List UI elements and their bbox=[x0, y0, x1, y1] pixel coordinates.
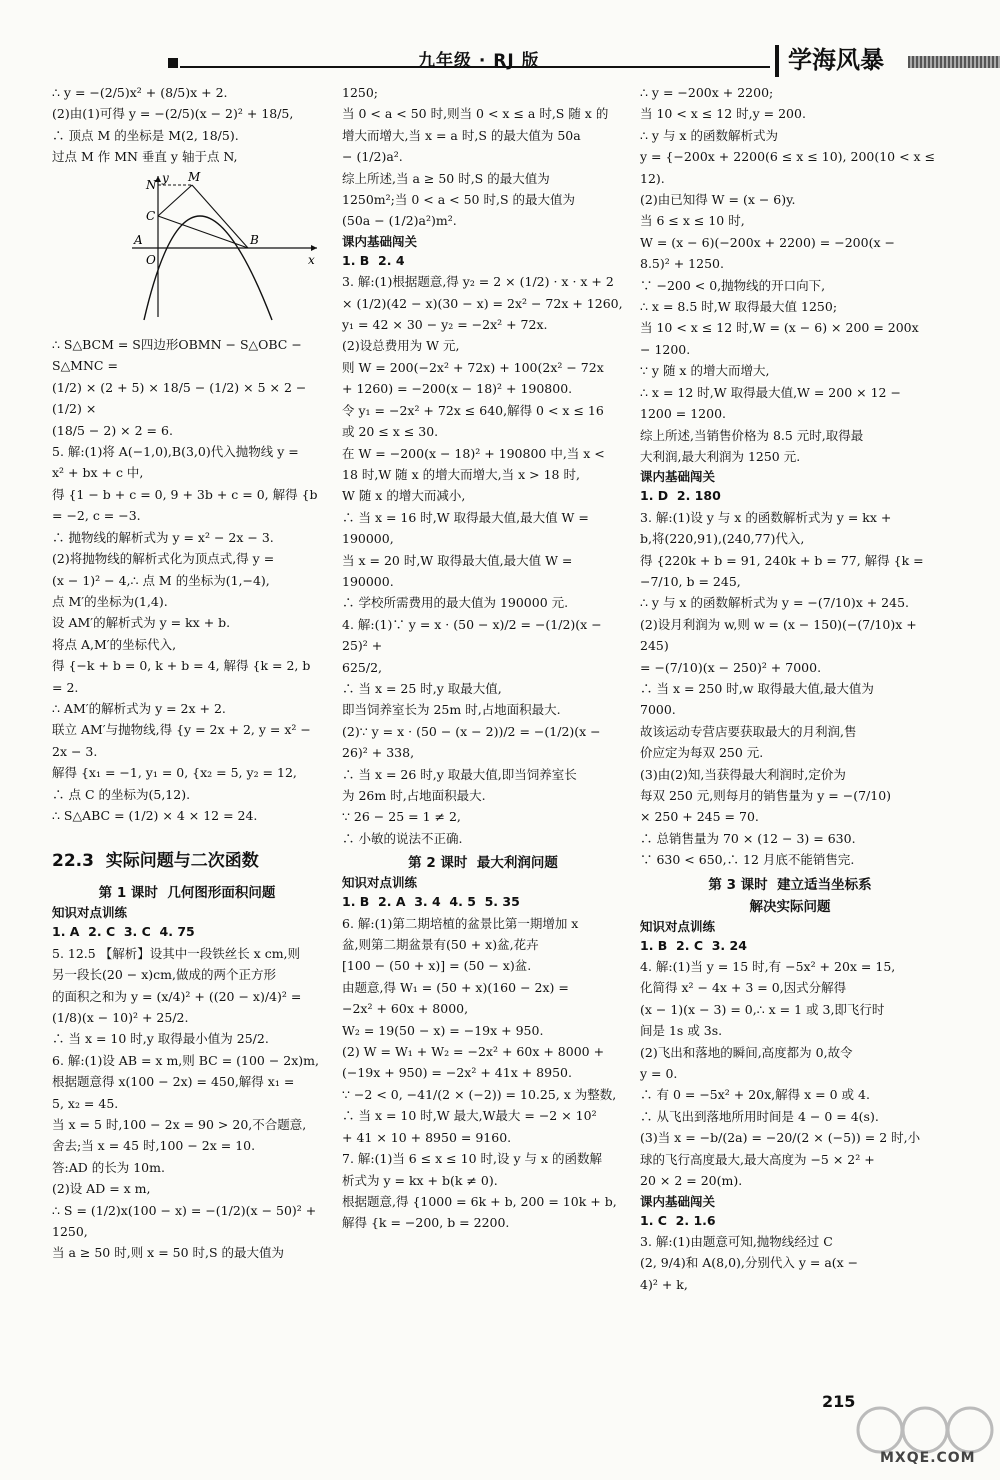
text-line: (2)∵ y = x · (50 − (x − 2))/2 = −(1/2)(x − bbox=[342, 723, 601, 739]
text-line: 每双 250 元,则每月的销售量为 y = −(7/10) bbox=[640, 788, 892, 803]
text-line: 过点 M 作 MN 垂直 y 轴于点 N, bbox=[52, 149, 238, 165]
text-line: [100 − (50 + x)] = (50 − x)盆. bbox=[342, 958, 532, 974]
text-line: 1200 = 1200. bbox=[640, 406, 727, 422]
text-line: 1. A 2. C 3. C 4. 75 bbox=[52, 924, 195, 940]
text-line: (2)设月利润为 w,则 w = (x − 150)(−(7/10)x + 245) bbox=[640, 616, 921, 654]
text-line: 1. D 2. 180 bbox=[640, 488, 721, 504]
text-line: (50a − (1/2)a²)m². bbox=[342, 213, 457, 229]
text-line: 或 20 ≤ x ≤ 30. bbox=[342, 424, 439, 440]
text-line: y = 0. bbox=[640, 1066, 678, 1082]
text-line: ∵ −200 < 0,抛物线的开口向下, bbox=[640, 277, 826, 293]
text-line: 令 y₁ = −2x² + 72x ≤ 640,解得 0 < x ≤ 16 bbox=[342, 402, 604, 418]
header-brand-logo: 学海风暴 bbox=[788, 46, 884, 74]
text-line: = −(7/10)(x − 250)² + 7000. bbox=[640, 659, 822, 675]
text-line: (2)飞出和落地的瞬间,高度都为 0,故令 bbox=[640, 1044, 853, 1060]
text-line: 18 时,W 随 x 的增大而增大,当 x > 18 时, bbox=[342, 466, 580, 482]
column-middle bbox=[342, 82, 624, 1234]
text-line: 当 x = 20 时,W 取得最大值,最大值 W = bbox=[342, 552, 573, 568]
header-grade: 九年级 · RJ 版 bbox=[418, 51, 540, 71]
text-line: ∴ 总销售量为 70 × (12 − 3) = 630. bbox=[640, 830, 856, 846]
text-line: 22.3 实际问题与二次函数 bbox=[52, 851, 259, 872]
text-line: ∴ 抛物线的解析式为 y = x² − 2x − 3. bbox=[52, 529, 274, 545]
text-line: (2) W = W₁ + W₂ = −2x² + 60x + 8000 + bbox=[342, 1044, 605, 1060]
text-line: (2)设总费用为 W 元, bbox=[342, 338, 460, 354]
text-line: 课内基础闯关 bbox=[342, 233, 418, 249]
text-line: ∵ 26 − 25 = 1 ≠ 2, bbox=[342, 809, 461, 825]
page-header bbox=[0, 0, 1000, 80]
text-line: + 41 × 10 + 8950 = 9160. bbox=[342, 1129, 512, 1145]
text-line: ∵ 630 < 650,∴ 12 月底不能销售完. bbox=[640, 852, 855, 868]
text-line: 4. 解:(1)∵ y = x · (50 − x)/2 = −(1/2)(x − 25)² + bbox=[342, 616, 606, 654]
text-line: ∴ x = 12 时,W 取得最大值,W = 200 × 12 − bbox=[640, 384, 901, 400]
text-line: 3. 解:(1)根据题意,得 y₂ = 2 × (1/2) · x · x + 2 bbox=[342, 274, 614, 290]
text-line: 1. B 2. A 3. 4 4. 5 5. 35 bbox=[342, 894, 520, 910]
text-line: 得 {−k + b = 0, k + b = 4, 解得 {k = 2, b = 2. bbox=[52, 658, 315, 695]
text-line: ∴ x = 8.5 时,W 取得最大值 1250; bbox=[640, 299, 838, 315]
text-line: y = {−200x + 2200(6 ≤ x ≤ 10), 200(10 < x ≤ 12). bbox=[640, 149, 940, 186]
text-line: W = (x − 6)(−200x + 2200) = −200(x − bbox=[640, 234, 895, 250]
text-line: (2)设 AD = x m, bbox=[52, 1181, 151, 1197]
text-line: 5. 解:(1)将 A(−1,0),B(3,0)代入抛物线 y = bbox=[52, 444, 299, 460]
label-a: A bbox=[134, 232, 143, 247]
text-line: 7. 解:(1)当 6 ≤ x ≤ 10 时,设 y 与 x 的函数解 bbox=[342, 1151, 602, 1167]
text-line: ∵ −2 < 0, −41/(2 × (−2)) = 10.25, x 为整数, bbox=[342, 1086, 617, 1102]
text-line: 由题意,得 W₁ = (50 + x)(160 − 2x) = bbox=[342, 979, 569, 995]
text-line: 解决实际问题 bbox=[749, 898, 831, 915]
text-line: 5, x₂ = 45. bbox=[52, 1095, 119, 1111]
text-line: + 1260) = −200(x − 18)² + 190800. bbox=[342, 381, 573, 397]
text-line: 4)² + k, bbox=[640, 1276, 688, 1292]
page-number: 215 bbox=[822, 1392, 856, 1411]
text-line: ∴ 当 x = 250 时,w 取得最大值,最大值为 bbox=[640, 680, 874, 696]
text-line: 3. 解:(1)由题意可知,抛物线经过 C bbox=[640, 1233, 833, 1249]
text-line: 球的飞行高度最大,最大高度为 −5 × 2² + bbox=[640, 1151, 875, 1167]
text-line: 知识对点训练 bbox=[52, 905, 128, 921]
header-stripe bbox=[908, 56, 1000, 68]
text-line: − 1200. bbox=[640, 341, 691, 357]
text-line: (3)由(2)知,当获得最大利润时,定价为 bbox=[640, 766, 846, 782]
parabola-curve bbox=[144, 216, 272, 320]
text-line: ∴ 当 x = 10 时,y 取得最小值为 25/2. bbox=[52, 1031, 269, 1047]
text-line: ∴ y 与 x 的函数解析式为 y = −(7/10)x + 245. bbox=[640, 595, 910, 611]
text-line: ∵ y 随 x 的增大而增大, bbox=[640, 363, 770, 379]
text-line: 间是 1s 或 3s. bbox=[640, 1023, 723, 1039]
text-line: ∴ S△BCM = S四边形OBMN − S△OBC − S△MNC = bbox=[52, 337, 306, 374]
text-line: ∴ 小敏的说法不正确. bbox=[342, 830, 463, 846]
text-line: ∴ 顶点 M 的坐标是 M(2, 18/5). bbox=[52, 127, 239, 143]
text-line: 1250; bbox=[342, 85, 379, 100]
text-line: ∴ 当 x = 25 时,y 取最大值, bbox=[342, 680, 502, 696]
text-line: 答:AD 的长为 10m. bbox=[52, 1159, 165, 1175]
text-line: 当 6 ≤ x ≤ 10 时, bbox=[640, 213, 745, 229]
text-line: (2)由已知得 W = (x − 6)y. bbox=[640, 192, 796, 208]
text-line: 大利润,最大利润为 1250 元. bbox=[640, 448, 801, 464]
text-line: ∴ 当 x = 10 时,W 最大,W最大 = −2 × 10² bbox=[342, 1108, 597, 1124]
label-n: N bbox=[146, 177, 157, 192]
text-line: 故该运动专营店要获取最大的月利润,售 bbox=[640, 723, 857, 739]
text-line: 得 {1 − b + c = 0, 9 + 3b + c = 0, 解得 {b = −2, c = −3. bbox=[52, 486, 322, 524]
text-line: 则 W = 200(−2x² + 72x) + 100(2x² − 72x bbox=[342, 359, 604, 375]
text-line: (1/8)(x − 10)² + 25/2. bbox=[52, 1010, 189, 1025]
text-line: ∴ y 与 x 的函数解析式为 bbox=[640, 127, 778, 143]
text-line: 3. 解:(1)设 y 与 x 的函数解析式为 y = kx + bbox=[640, 509, 892, 525]
parabola-diagram bbox=[122, 172, 322, 322]
text-line: y₁ = 42 × 30 − y₂ = −2x² + 72x. bbox=[342, 317, 548, 333]
text-line: ∴ y = −200x + 2200; bbox=[640, 85, 774, 100]
text-line: 为 26m 时,占地面积最大. bbox=[342, 788, 486, 803]
label-x: x bbox=[308, 252, 315, 267]
text-line: 当 0 < a < 50 时,则当 0 < x ≤ a 时,S 随 x 的 bbox=[342, 106, 609, 122]
text-line: 舍去;当 x = 45 时,100 − 2x = 10. bbox=[52, 1138, 256, 1154]
label-c: C bbox=[146, 208, 156, 223]
text-line: 化简得 x² − 4x + 3 = 0,因式分解得 bbox=[640, 980, 847, 996]
text-line: 625/2, bbox=[342, 659, 382, 675]
text-line: 当 10 < x ≤ 12 时,W = (x − 6) × 200 = 200x bbox=[640, 320, 919, 336]
text-line: 第 2 课时 最大利润问题 bbox=[408, 855, 558, 872]
text-line: × (1/2)(42 − x)(30 − x) = 2x² − 72x + 1260, bbox=[342, 295, 623, 311]
text-line: 解得 {k = −200, b = 2200. bbox=[342, 1215, 510, 1231]
text-line: 知识对点训练 bbox=[342, 875, 418, 891]
text-line: (18/5 − 2) × 2 = 6. bbox=[52, 422, 173, 438]
text-line: 6. 解:(1)设 AB = x m,则 BC = (100 − 2x)m, bbox=[52, 1052, 320, 1068]
text-line: 盆,则第二期盆景有(50 + x)盆,花卉 bbox=[342, 937, 539, 953]
text-line: (2)将抛物线的解析式化为顶点式,得 y = bbox=[52, 551, 275, 567]
text-line: 7000. bbox=[640, 702, 676, 718]
text-line: 的面积之和为 y = (x/4)² + ((20 − x)/4)² = bbox=[52, 988, 302, 1004]
text-line: 在 W = −200(x − 18)² + 190800 中,当 x < bbox=[342, 445, 605, 461]
text-line: 第 1 课时 几何图形面积问题 bbox=[98, 885, 276, 902]
text-line: 当 a ≥ 50 时,则 x = 50 时,S 的最大值为 bbox=[52, 1245, 285, 1261]
text-line: b,将(220,91),(240,77)代入, bbox=[640, 531, 805, 547]
x-axis-arrow bbox=[311, 245, 317, 251]
text-line: x² + bx + c 中, bbox=[52, 465, 144, 481]
text-line: ∴ 当 x = 16 时,W 取得最大值,最大值 W = bbox=[342, 509, 589, 525]
text-line: 联立 AM′与抛物线,得 {y = 2x + 2, y = x² − 2x − 3. bbox=[52, 722, 315, 759]
label-y: y bbox=[162, 171, 169, 185]
text-line: 当 10 < x ≤ 12 时,y = 200. bbox=[640, 106, 806, 122]
text-line: (1/2) × (2 + 5) × 18/5 − (1/2) × 5 × 2 − (1/2) × bbox=[52, 379, 311, 417]
text-line: 8.5)² + 1250. bbox=[640, 256, 724, 272]
text-line: ∴ 学校所需费用的最大值为 190000 元. bbox=[342, 595, 569, 611]
text-line: 析式为 y = kx + b(k ≠ 0). bbox=[342, 1172, 498, 1188]
text-line: 将点 A,M′的坐标代入, bbox=[52, 636, 177, 652]
text-line: 1250m²;当 0 < a < 50 时,S 的最大值为 bbox=[342, 192, 575, 208]
text-line: 设 AM′的解析式为 y = kx + b. bbox=[52, 615, 231, 631]
text-line: 5. 12.5 【解析】设其中一段铁丝长 x cm,则 bbox=[52, 945, 301, 961]
text-line: ∴ 点 C 的坐标为(5,12). bbox=[52, 786, 191, 802]
text-line: 即当饲养室长为 25m 时,占地面积最大. bbox=[342, 702, 561, 718]
text-line: 另一段长(20 − x)cm,做成的两个正方形 bbox=[52, 967, 276, 983]
text-line: 190000, bbox=[342, 531, 394, 547]
header-square-mark bbox=[168, 58, 178, 68]
text-line: 解得 {x₁ = −1, y₁ = 0, {x₂ = 5, y₂ = 12, bbox=[52, 765, 297, 781]
watermark-text: MXQE.COM bbox=[880, 1450, 976, 1466]
column-right bbox=[640, 82, 940, 1295]
text-line: (2)由(1)可得 y = −(2/5)(x − 2)² + 18/5, bbox=[52, 106, 294, 122]
cm-segment bbox=[158, 185, 192, 216]
text-line: ∴ y = −(2/5)x² + (8/5)x + 2. bbox=[52, 85, 228, 100]
text-line: 1250, bbox=[52, 1224, 88, 1240]
text-line: − (1/2)a². bbox=[342, 149, 403, 165]
text-line: 20 × 2 = 20(m). bbox=[640, 1173, 743, 1189]
text-line: 点 M′的坐标为(1,4). bbox=[52, 593, 168, 609]
text-line: (3)当 x = −b/(2a) = −20/(2 × (−5)) = 2 时,小 bbox=[640, 1130, 921, 1146]
text-line: 26)² + 338, bbox=[342, 745, 415, 761]
text-line: (x − 1)² − 4,∴ 点 M 的坐标为(1,−4), bbox=[52, 572, 270, 588]
text-line: 课内基础闯关 bbox=[640, 469, 716, 485]
text-line: W 随 x 的增大而减小, bbox=[342, 488, 466, 504]
text-line: ∴ AM′的解析式为 y = 2x + 2. bbox=[52, 700, 226, 716]
text-line: 当 x = 5 时,100 − 2x = 90 > 20,不合题意, bbox=[52, 1117, 307, 1133]
text-line: ∴ 有 0 = −5x² + 20x,解得 x = 0 或 4. bbox=[640, 1087, 870, 1103]
label-o: O bbox=[146, 252, 156, 267]
text-line: 价应定为每双 250 元. bbox=[640, 745, 764, 761]
text-line: ∴ 当 x = 26 时,y 取最大值,即当饲养室长 bbox=[342, 766, 577, 782]
text-line: 课内基础闯关 bbox=[640, 1193, 716, 1209]
text-line: 190000. bbox=[342, 573, 394, 589]
text-line: 根据题意,得 {1000 = 6k + b, 200 = 10k + b, bbox=[342, 1193, 617, 1209]
text-line: 4. 解:(1)当 y = 15 时,有 −5x² + 20x = 15, bbox=[640, 959, 896, 975]
text-line: −2x² + 60x + 8000, bbox=[342, 1001, 469, 1017]
text-line: × 250 + 245 = 70. bbox=[640, 809, 759, 825]
text-line: ∴ S△ABC = (1/2) × 4 × 12 = 24. bbox=[52, 807, 258, 823]
text-line: ∴ 从飞出到落地所用时间是 4 − 0 = 4(s). bbox=[640, 1108, 879, 1124]
text-line: 第 3 课时 建立适当坐标系 bbox=[708, 876, 872, 893]
text-line: 得 {220k + b = 91, 240k + b = 77, 解得 {k = −7/10, b = 245, bbox=[640, 552, 928, 589]
text-line: 1. C 2. 1.6 bbox=[640, 1212, 716, 1228]
text-line: 增大而增大,当 x = a 时,S 的最大值为 50a bbox=[342, 127, 581, 143]
text-line: 1. B 2. C 3. 24 bbox=[640, 937, 747, 953]
text-line: 6. 解:(1)第二期培植的盆景比第一期增加 x bbox=[342, 915, 579, 931]
header-bar bbox=[775, 45, 779, 77]
column-left bbox=[52, 82, 322, 1264]
text-line: 1. B 2. 4 bbox=[342, 252, 405, 268]
text-line: ∴ S = (1/2)x(100 − x) = −(1/2)(x − 50)² + bbox=[52, 1202, 317, 1218]
text-line: 综上所述,当 a ≥ 50 时,S 的最大值为 bbox=[342, 170, 550, 186]
label-b: B bbox=[250, 232, 259, 247]
text-line: W₂ = 19(50 − x) = −19x + 950. bbox=[342, 1022, 544, 1038]
text-line: (x − 1)(x − 3) = 0,∴ x = 1 或 3,即飞行时 bbox=[640, 1001, 885, 1017]
text-line: (2, 9/4)和 A(8,0),分别代入 y = a(x − bbox=[640, 1255, 859, 1271]
label-m: M bbox=[188, 171, 201, 184]
text-line: 综上所述,当销售价格为 8.5 元时,取得最 bbox=[640, 427, 864, 443]
text-line: 知识对点训练 bbox=[640, 918, 716, 934]
text-line: (−19x + 950) = −2x² + 41x + 8950. bbox=[342, 1065, 572, 1081]
text-line: 根据题意得 x(100 − 2x) = 450,解得 x₁ = bbox=[52, 1074, 295, 1090]
